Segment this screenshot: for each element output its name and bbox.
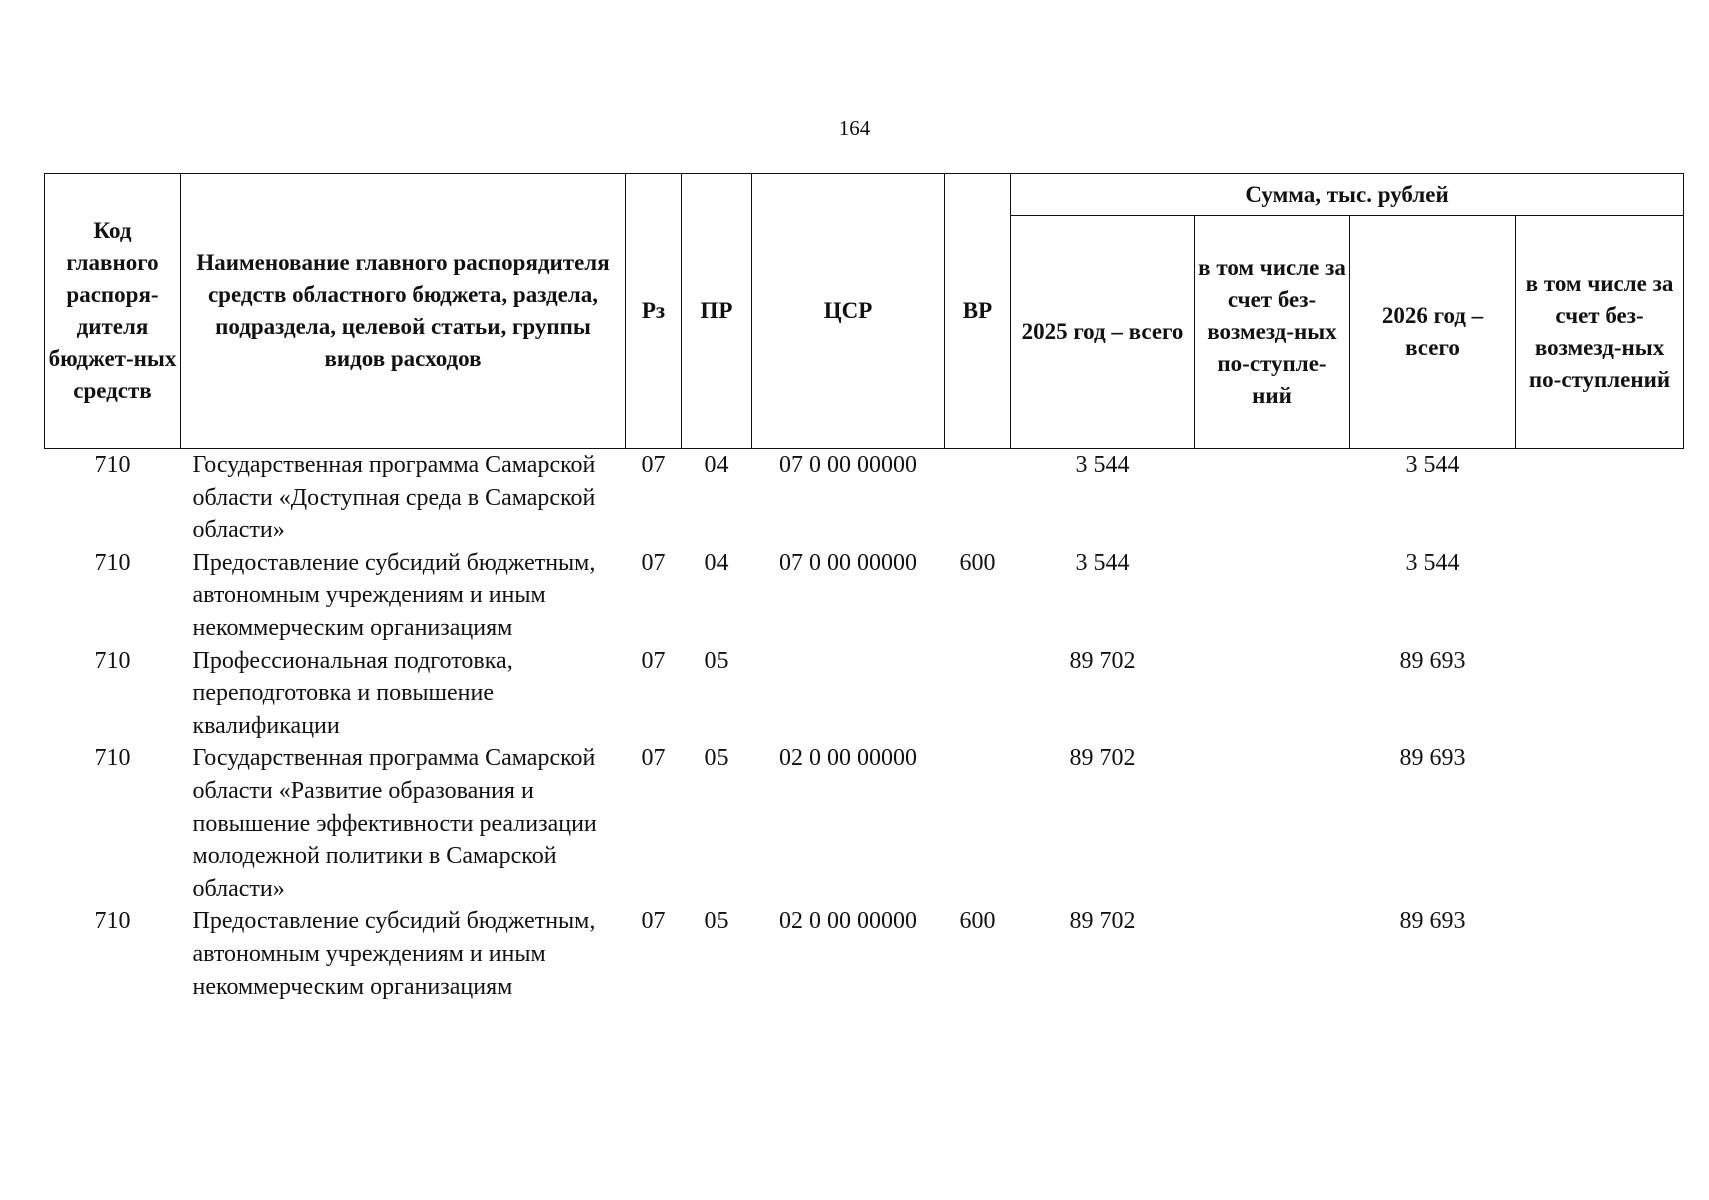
header-sum: Сумма, тыс. рублей: [1011, 174, 1684, 216]
cell-pr: 04: [704, 452, 729, 478]
cell-pr: 04: [704, 549, 729, 576]
cell-2025-total: 89 702: [1069, 745, 1136, 772]
cell-2025-total: 3 544: [1075, 452, 1130, 478]
header-2026-grants: в том числе за счет без-возмезд-ных по-ступлений: [1516, 216, 1684, 449]
table-row: [45, 742, 1684, 905]
header-2025-total: 2025 год – всего: [1011, 216, 1195, 449]
cell-rz: 07: [641, 908, 666, 935]
cell-2026-total: 89 693: [1399, 745, 1466, 772]
cell-2026-total: 3 544: [1405, 452, 1460, 478]
cell-pr: 05: [704, 745, 729, 772]
cell-name: Государственная программа Самарской области «Доступная среда в Самарской области»: [192, 452, 596, 544]
table-row: [45, 905, 1684, 1003]
cell-rz: 07: [641, 452, 666, 478]
cell-csr: 02 0 00 00000: [779, 908, 917, 935]
cell-2026-grants: [1516, 449, 1684, 547]
cell-name: Профессиональная подготовка, переподготовка и повышение квалификации: [192, 647, 513, 739]
cell-pr: 05: [704, 647, 729, 674]
cell-2025-grants: [1195, 547, 1350, 645]
cell-name: Предоставление субсидий бюджетным, автономным учреждениям и иным некоммерческим организациям: [192, 908, 596, 1000]
cell-code: 710: [94, 452, 131, 478]
cell-2026-grants: [1516, 742, 1684, 905]
cell-pr: 05: [704, 908, 729, 935]
header-2026-total: 2026 год – всего: [1350, 216, 1516, 449]
header-csr: ЦСР: [752, 174, 945, 449]
cell-2026-grants: [1516, 905, 1684, 1003]
cell-vr: [945, 645, 1011, 743]
cell-2025-grants: [1195, 449, 1350, 547]
header-rz: Рз: [626, 174, 682, 449]
cell-csr: 02 0 00 00000: [779, 745, 917, 772]
cell-code: 710: [94, 549, 131, 576]
table-body: [45, 449, 1684, 1004]
header-pr: ПР: [682, 174, 752, 449]
cell-vr: 600: [959, 549, 996, 576]
cell-name: Государственная программа Самарской области «Развитие образования и повышение эффективности реализации молодежной политики в Самарской области»: [192, 745, 597, 902]
table-row: [45, 645, 1684, 743]
cell-vr: [945, 449, 1011, 547]
cell-2026-grants: [1516, 547, 1684, 645]
header-name: Наименование главного распорядителя средств областного бюджета, раздела, подраздела, целевой статьи, группы видов расходов: [181, 174, 626, 449]
cell-csr: 07 0 00 00000: [779, 549, 917, 576]
cell-2025-grants: [1195, 645, 1350, 743]
cell-rz: 07: [641, 745, 666, 772]
page-number: 164: [838, 116, 871, 140]
cell-vr: 600: [959, 908, 996, 935]
cell-2026-total: 89 693: [1399, 908, 1466, 935]
table-header: [45, 174, 1684, 449]
cell-2026-total: 3 544: [1405, 549, 1460, 576]
table-row: [45, 449, 1684, 547]
cell-csr: 07 0 00 00000: [779, 452, 917, 478]
cell-csr: [752, 645, 945, 743]
cell-2026-grants: [1516, 645, 1684, 743]
cell-code: 710: [94, 745, 131, 772]
header-code: Код главного распоря-дителя бюджет-ных средств: [45, 174, 181, 449]
cell-name: Предоставление субсидий бюджетным, автономным учреждениям и иным некоммерческим организациям: [192, 549, 596, 641]
cell-2025-total: 3 544: [1075, 549, 1130, 576]
cell-2025-total: 89 702: [1069, 647, 1136, 674]
header-2025-grants: в том числе за счет без-возмезд-ных по-ступле-ний: [1195, 216, 1350, 449]
table-row: [45, 547, 1684, 645]
cell-2025-grants: [1195, 742, 1350, 905]
cell-2025-total: 89 702: [1069, 908, 1136, 935]
cell-2026-total: 89 693: [1399, 647, 1466, 674]
budget-table: [44, 173, 1684, 1003]
cell-2025-grants: [1195, 905, 1350, 1003]
cell-code: 710: [94, 908, 131, 935]
cell-rz: 07: [641, 549, 666, 576]
cell-code: 710: [94, 647, 131, 674]
cell-vr: [945, 742, 1011, 905]
header-vr: ВР: [945, 174, 1011, 449]
cell-rz: 07: [641, 647, 666, 674]
